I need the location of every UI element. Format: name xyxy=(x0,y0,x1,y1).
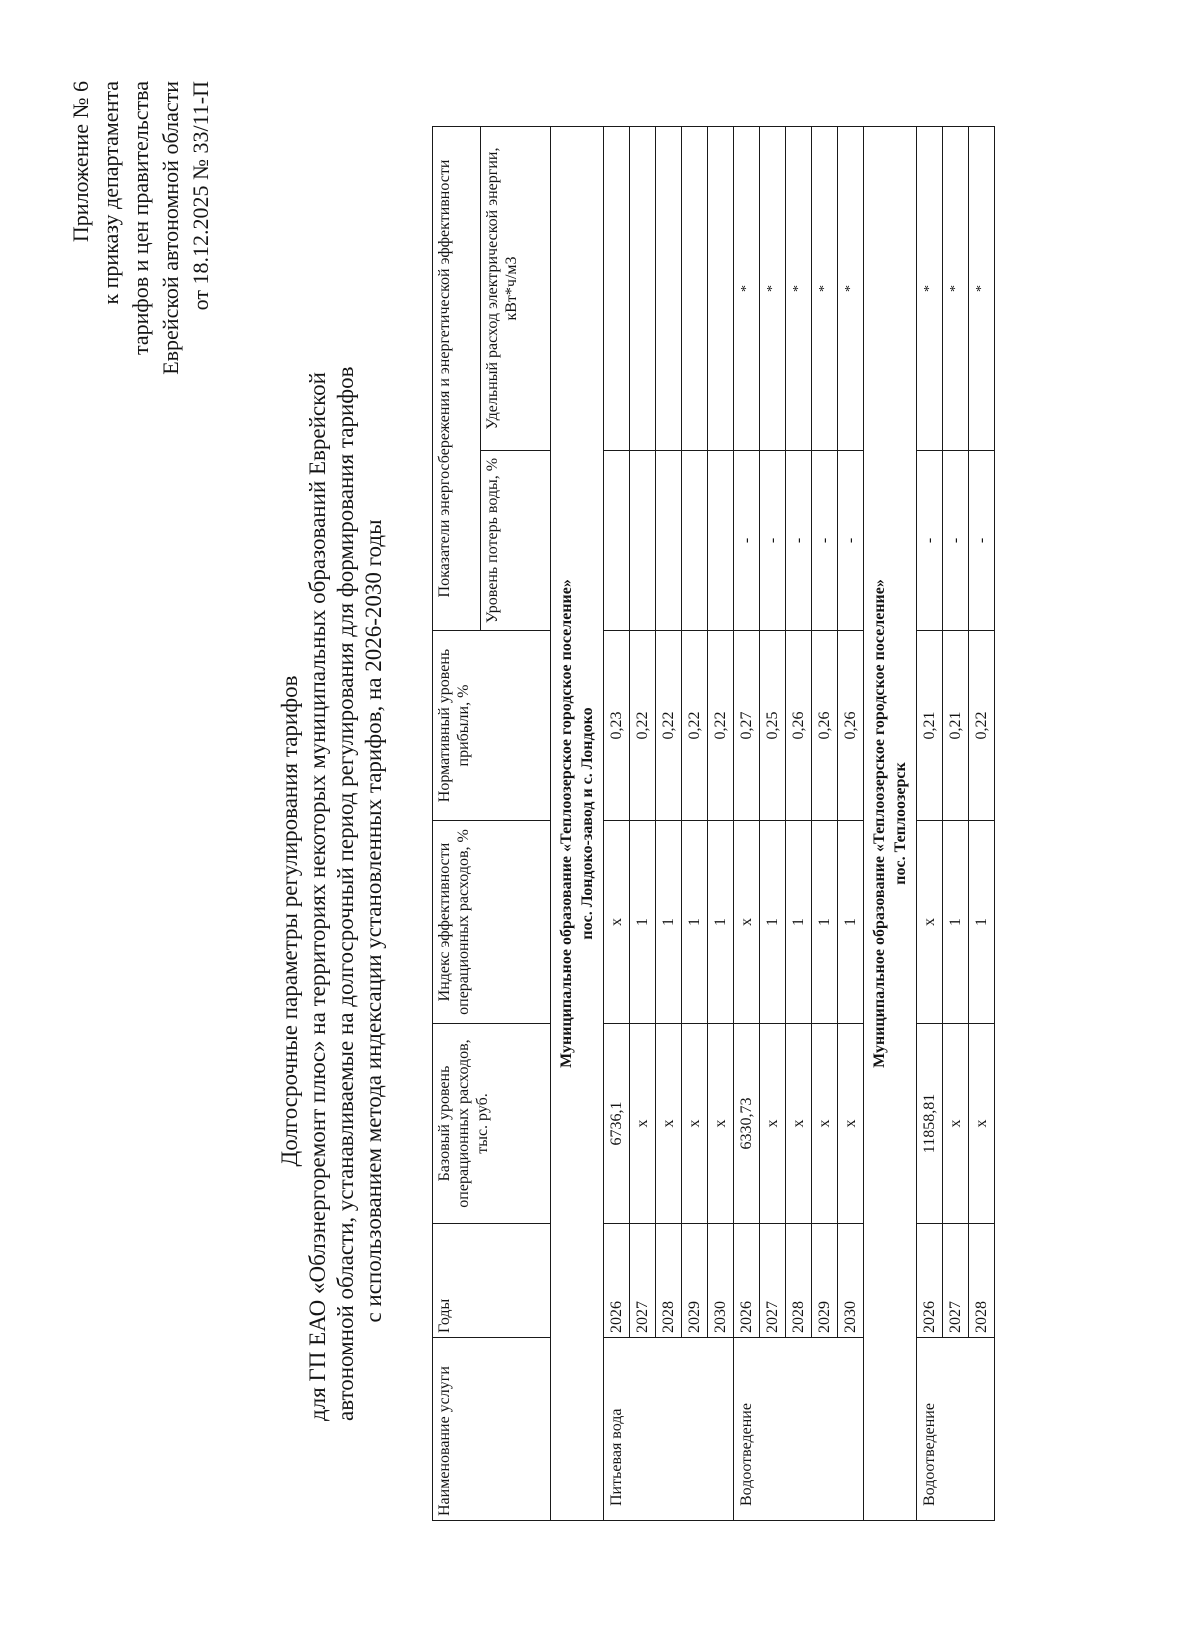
efficiency-index-cell: 1 xyxy=(630,821,656,1024)
table-row xyxy=(969,127,995,1521)
year-cell: 2027 xyxy=(943,1224,969,1338)
service-name-cell: Водоотведение xyxy=(734,1338,864,1521)
efficiency-index-cell: 1 xyxy=(708,821,734,1024)
electric-use-cell: * xyxy=(917,127,943,451)
title-line: автономной области, устанавливаемые на долгосрочный период регулирования для формирования тарифов xyxy=(333,366,358,1421)
profit-level-cell: 0,26 xyxy=(786,631,812,821)
appendix-line: тарифов и цен правительства xyxy=(128,81,153,355)
electric-use-cell xyxy=(682,127,708,451)
service-name-cell: Питьевая вода xyxy=(604,1338,734,1521)
section-header-row xyxy=(864,127,917,1521)
water-loss-cell: - xyxy=(917,451,943,631)
table-row xyxy=(943,127,969,1521)
year-cell: 2028 xyxy=(969,1224,995,1338)
water-loss-cell xyxy=(708,451,734,631)
profit-level-cell: 0,22 xyxy=(969,631,995,821)
electric-use-cell xyxy=(604,127,630,451)
water-loss-cell xyxy=(656,451,682,631)
profit-level-cell: 0,22 xyxy=(682,631,708,821)
profit-level-cell: 0,23 xyxy=(604,631,630,821)
profit-level-cell: 0,26 xyxy=(838,631,864,821)
year-cell: 2029 xyxy=(812,1224,838,1338)
section-title xyxy=(864,127,917,1521)
profit-level-cell: 0,26 xyxy=(812,631,838,821)
section-title-line: Муниципальное образование «Теплоозерское городское поселение» xyxy=(558,579,575,1068)
table-row xyxy=(838,127,864,1521)
water-loss-cell: - xyxy=(943,451,969,631)
base-level-cell: х xyxy=(760,1024,786,1224)
section-title-line: Муниципальное образование «Теплоозерское городское поселение» xyxy=(871,579,888,1068)
header-electric-use: Удельный расход электрической энергии, кВт*ч/м3 xyxy=(481,127,551,451)
year-cell: 2027 xyxy=(760,1224,786,1338)
year-cell: 2028 xyxy=(656,1224,682,1338)
header-profit-level: Нормативный уровень прибыли, % xyxy=(433,631,551,821)
efficiency-index-cell: 1 xyxy=(786,821,812,1024)
header-energy-group: Показатели энергосбережения и энергетической эффективности xyxy=(433,127,481,631)
efficiency-index-cell: 1 xyxy=(656,821,682,1024)
year-cell: 2027 xyxy=(630,1224,656,1338)
header-water-loss: Уровень потерь воды, % xyxy=(481,451,551,631)
table-row xyxy=(917,127,943,1521)
tariff-parameters-table xyxy=(432,126,995,1521)
electric-use-cell: * xyxy=(812,127,838,451)
profit-level-cell: 0,21 xyxy=(943,631,969,821)
base-level-cell: х xyxy=(630,1024,656,1224)
title-line: Долгосрочные параметры регулирования тарифов xyxy=(277,675,302,1167)
electric-use-cell xyxy=(630,127,656,451)
water-loss-cell xyxy=(630,451,656,631)
water-loss-cell: - xyxy=(760,451,786,631)
electric-use-cell: * xyxy=(760,127,786,451)
water-loss-cell: - xyxy=(734,451,760,631)
water-loss-cell: - xyxy=(812,451,838,631)
base-level-cell: х xyxy=(838,1024,864,1224)
efficiency-index-cell: 1 xyxy=(838,821,864,1024)
base-level-cell: х xyxy=(943,1024,969,1224)
electric-use-cell: * xyxy=(786,127,812,451)
efficiency-index-cell: х xyxy=(604,821,630,1024)
table-row xyxy=(656,127,682,1521)
efficiency-index-cell: 1 xyxy=(812,821,838,1024)
water-loss-cell xyxy=(682,451,708,631)
base-level-cell: х xyxy=(812,1024,838,1224)
section-subtitle-line: пос. Лондоко-завод и с. Лондоко xyxy=(579,707,596,940)
year-cell: 2028 xyxy=(786,1224,812,1338)
profit-level-cell: 0,25 xyxy=(760,631,786,821)
year-cell: 2029 xyxy=(682,1224,708,1338)
title-line: для ГП ЕАО «Облэнергоремонт плюс» на территориях некоторых муниципальных образований Еврейской xyxy=(305,372,330,1421)
table-row xyxy=(786,127,812,1521)
year-cell: 2030 xyxy=(838,1224,864,1338)
table-row xyxy=(734,127,760,1521)
table-row xyxy=(604,127,630,1521)
electric-use-cell: * xyxy=(734,127,760,451)
electric-use-cell: * xyxy=(943,127,969,451)
efficiency-index-cell: х xyxy=(917,821,943,1024)
header-base-level: Базовый уровень операционных расходов, тыс. руб. xyxy=(433,1024,551,1224)
table-row xyxy=(708,127,734,1521)
table-row xyxy=(812,127,838,1521)
base-level-cell: х xyxy=(708,1024,734,1224)
base-level-cell: х xyxy=(969,1024,995,1224)
electric-use-cell xyxy=(708,127,734,451)
title-line: с использованием метода индексации установленных тарифов, на 2026-2030 годы xyxy=(361,519,386,1323)
year-cell: 2026 xyxy=(604,1224,630,1338)
base-level-cell: 6736,1 xyxy=(604,1024,630,1224)
header-service: Наименование услуги xyxy=(433,1338,551,1521)
header-years: Годы xyxy=(433,1224,551,1338)
table-row xyxy=(682,127,708,1521)
table-row xyxy=(760,127,786,1521)
service-name-cell: Водоотведение xyxy=(917,1338,995,1521)
section-header-row xyxy=(551,127,604,1521)
water-loss-cell xyxy=(604,451,630,631)
base-level-cell: 6330,73 xyxy=(734,1024,760,1224)
efficiency-index-cell: х xyxy=(734,821,760,1024)
table-body xyxy=(551,127,995,1521)
appendix-line: к приказу департамента xyxy=(98,81,123,305)
efficiency-index-cell: 1 xyxy=(682,821,708,1024)
profit-level-cell: 0,22 xyxy=(656,631,682,821)
electric-use-cell xyxy=(656,127,682,451)
appendix-line: от 18.12.2025 № 33/11-П xyxy=(188,81,213,311)
year-cell: 2026 xyxy=(734,1224,760,1338)
base-level-cell: х xyxy=(656,1024,682,1224)
profit-level-cell: 0,22 xyxy=(708,631,734,821)
water-loss-cell: - xyxy=(969,451,995,631)
efficiency-index-cell: 1 xyxy=(943,821,969,1024)
base-level-cell: х xyxy=(786,1024,812,1224)
appendix-note xyxy=(66,81,216,411)
appendix-line: Еврейской автономной области xyxy=(158,81,183,375)
year-cell: 2030 xyxy=(708,1224,734,1338)
efficiency-index-cell: 1 xyxy=(760,821,786,1024)
appendix-line: Приложение № 6 xyxy=(68,81,93,243)
year-cell: 2026 xyxy=(917,1224,943,1338)
profit-level-cell: 0,21 xyxy=(917,631,943,821)
base-level-cell: х xyxy=(682,1024,708,1224)
water-loss-cell: - xyxy=(838,451,864,631)
table-row xyxy=(630,127,656,1521)
header-efficiency-index: Индекс эффективности операционных расходов, % xyxy=(433,821,551,1024)
profit-level-cell: 0,22 xyxy=(630,631,656,821)
section-subtitle-line: пос. Теплоозерск xyxy=(892,762,909,885)
base-level-cell: 11858,81 xyxy=(917,1024,943,1224)
electric-use-cell: * xyxy=(969,127,995,451)
document-title xyxy=(276,366,388,1421)
water-loss-cell: - xyxy=(786,451,812,631)
section-title xyxy=(551,127,604,1521)
electric-use-cell: * xyxy=(838,127,864,451)
efficiency-index-cell: 1 xyxy=(969,821,995,1024)
profit-level-cell: 0,27 xyxy=(734,631,760,821)
